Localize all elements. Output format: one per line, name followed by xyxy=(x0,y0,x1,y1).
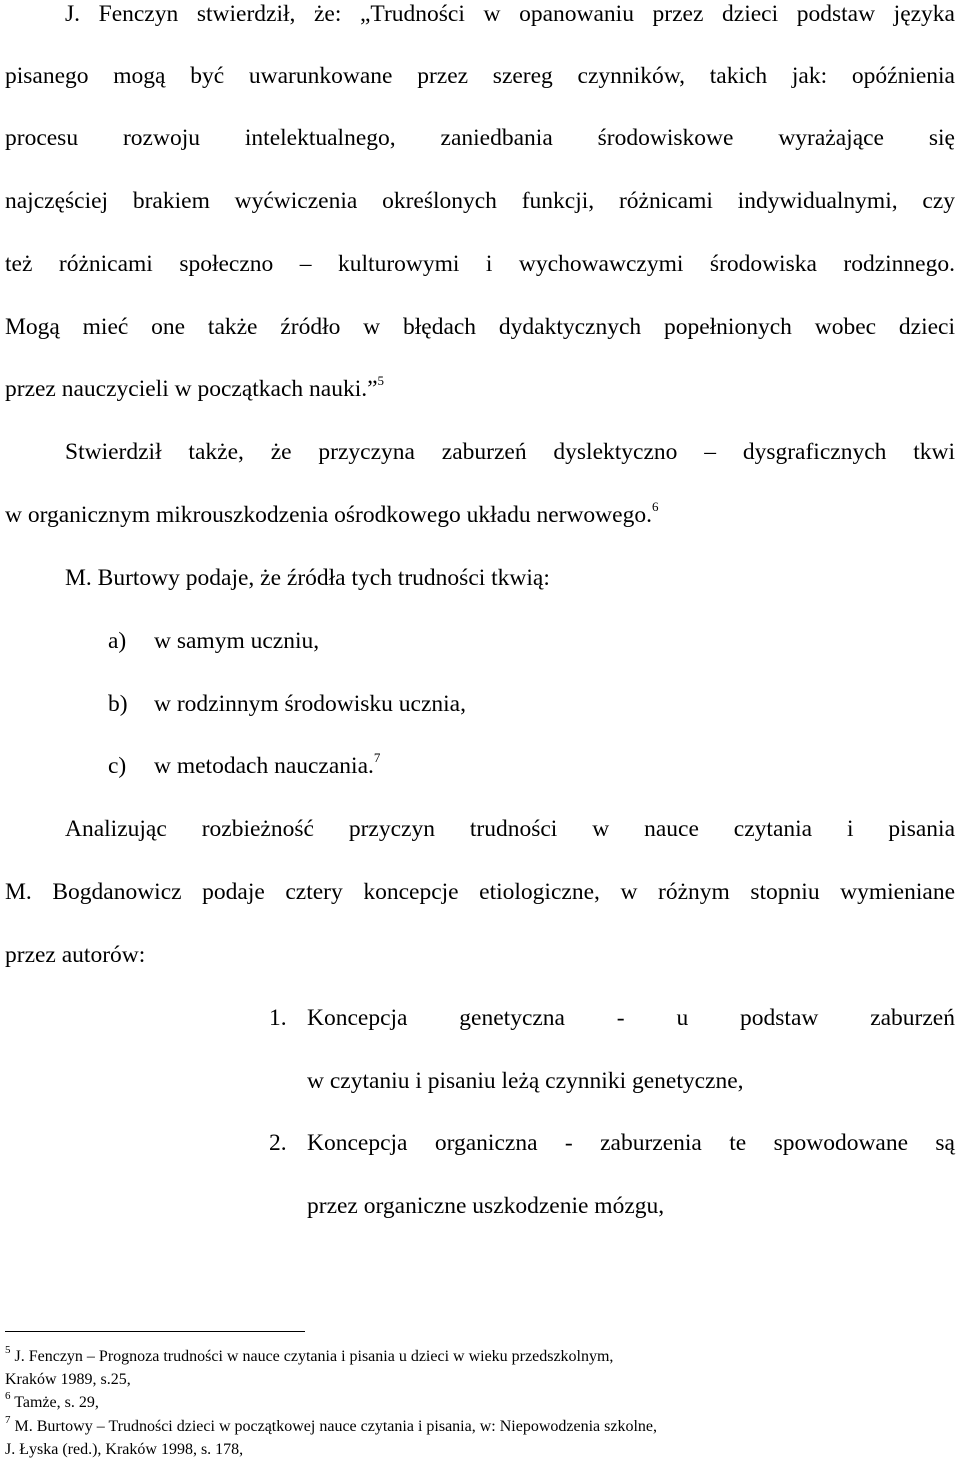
footnote-reference: 6 xyxy=(651,499,659,514)
list-text: w rodzinnym środowisku ucznia, xyxy=(154,691,466,717)
paragraph-line: też różnicami społeczno – kulturowymi i wychowawczymi środowiska rodzinnego. xyxy=(5,251,955,277)
footnote-text: J. Fenczyn – Prognoza trudności w nauce czytania i pisania u dzieci w wieku przedszkolnym, xyxy=(14,1348,614,1365)
list-label: a) xyxy=(108,628,127,654)
footnote xyxy=(5,1344,614,1368)
list-item xyxy=(108,752,380,783)
list-label: c) xyxy=(108,753,127,779)
list-text: Koncepcja organiczna - zaburzenia te spowodowane są xyxy=(307,1130,955,1156)
paragraph-text: przez nauczycieli w początkach nauki.” xyxy=(5,376,378,402)
paragraph-line: M. Bogdanowicz podaje cztery koncepcje etiologiczne, w różnym stopniu wymieniane xyxy=(5,879,955,905)
list-text: w metodach nauczania. xyxy=(154,753,374,779)
footnote-continuation: Kraków 1989, s.25, xyxy=(5,1371,131,1388)
list-item xyxy=(108,690,466,718)
list-item xyxy=(108,627,319,655)
list-label: 1. xyxy=(269,1005,287,1031)
footnote-number: 5 xyxy=(5,1344,11,1356)
list-label: b) xyxy=(108,691,128,717)
footnote-number: 7 xyxy=(5,1414,11,1426)
list-label: 2. xyxy=(269,1130,287,1156)
paragraph-line: pisanego mogą być uwarunkowane przez szereg czynników, takich jak: opóźnienia xyxy=(5,63,955,89)
footnote-reference: 7 xyxy=(373,750,381,765)
paragraph-line: przez autorów: xyxy=(5,942,146,968)
list-text: Koncepcja genetyczna - u podstaw zaburzeń xyxy=(307,1005,955,1031)
list-text: w samym uczniu, xyxy=(154,628,320,654)
footnote xyxy=(5,1414,657,1438)
paragraph-line: Mogą mieć one także źródło w błędach dydaktycznych popełnionych wobec dzieci xyxy=(5,314,955,340)
footnote-text: M. Burtowy – Trudności dzieci w początkowej nauce czytania i pisania, w: Niepowodzenia szkolne, xyxy=(14,1418,657,1435)
paragraph-line: najczęściej brakiem wyćwiczenia określonych funkcji, różnicami indywidualnymi, czy xyxy=(5,188,955,214)
footnote xyxy=(5,1390,99,1414)
list-text: przez organiczne uszkodzenie mózgu, xyxy=(307,1193,665,1219)
footnote-continuation: J. Łyska (red.), Kraków 1998, s. 178, xyxy=(5,1441,244,1458)
list-text: w czytaniu i pisaniu leżą czynniki genetyczne, xyxy=(307,1068,744,1094)
paragraph-line xyxy=(5,501,658,532)
footnote-text: Tamże, s. 29, xyxy=(14,1394,99,1411)
footnote-reference: 5 xyxy=(377,373,385,388)
footnote-number: 6 xyxy=(5,1390,11,1402)
paragraph-line: Analizując rozbieżność przyczyn trudności w nauce czytania i pisania xyxy=(65,816,955,842)
footnote-separator xyxy=(5,1331,305,1332)
paragraph-line xyxy=(5,375,384,406)
paragraph-line: J. Fenczyn stwierdził, że: „Trudności w opanowaniu przez dzieci podstaw języka xyxy=(65,1,955,27)
paragraph-line: procesu rozwoju intelektualnego, zaniedbania środowiskowe wyrażające się xyxy=(5,125,955,151)
paragraph-text: w organicznym mikrouszkodzenia ośrodkowego układu nerwowego. xyxy=(5,502,652,528)
paragraph-line: Stwierdził także, że przyczyna zaburzeń dyslektyczno – dysgraficznych tkwi xyxy=(65,439,955,465)
paragraph-line: M. Burtowy podaje, że źródła tych trudności tkwią: xyxy=(65,565,550,591)
